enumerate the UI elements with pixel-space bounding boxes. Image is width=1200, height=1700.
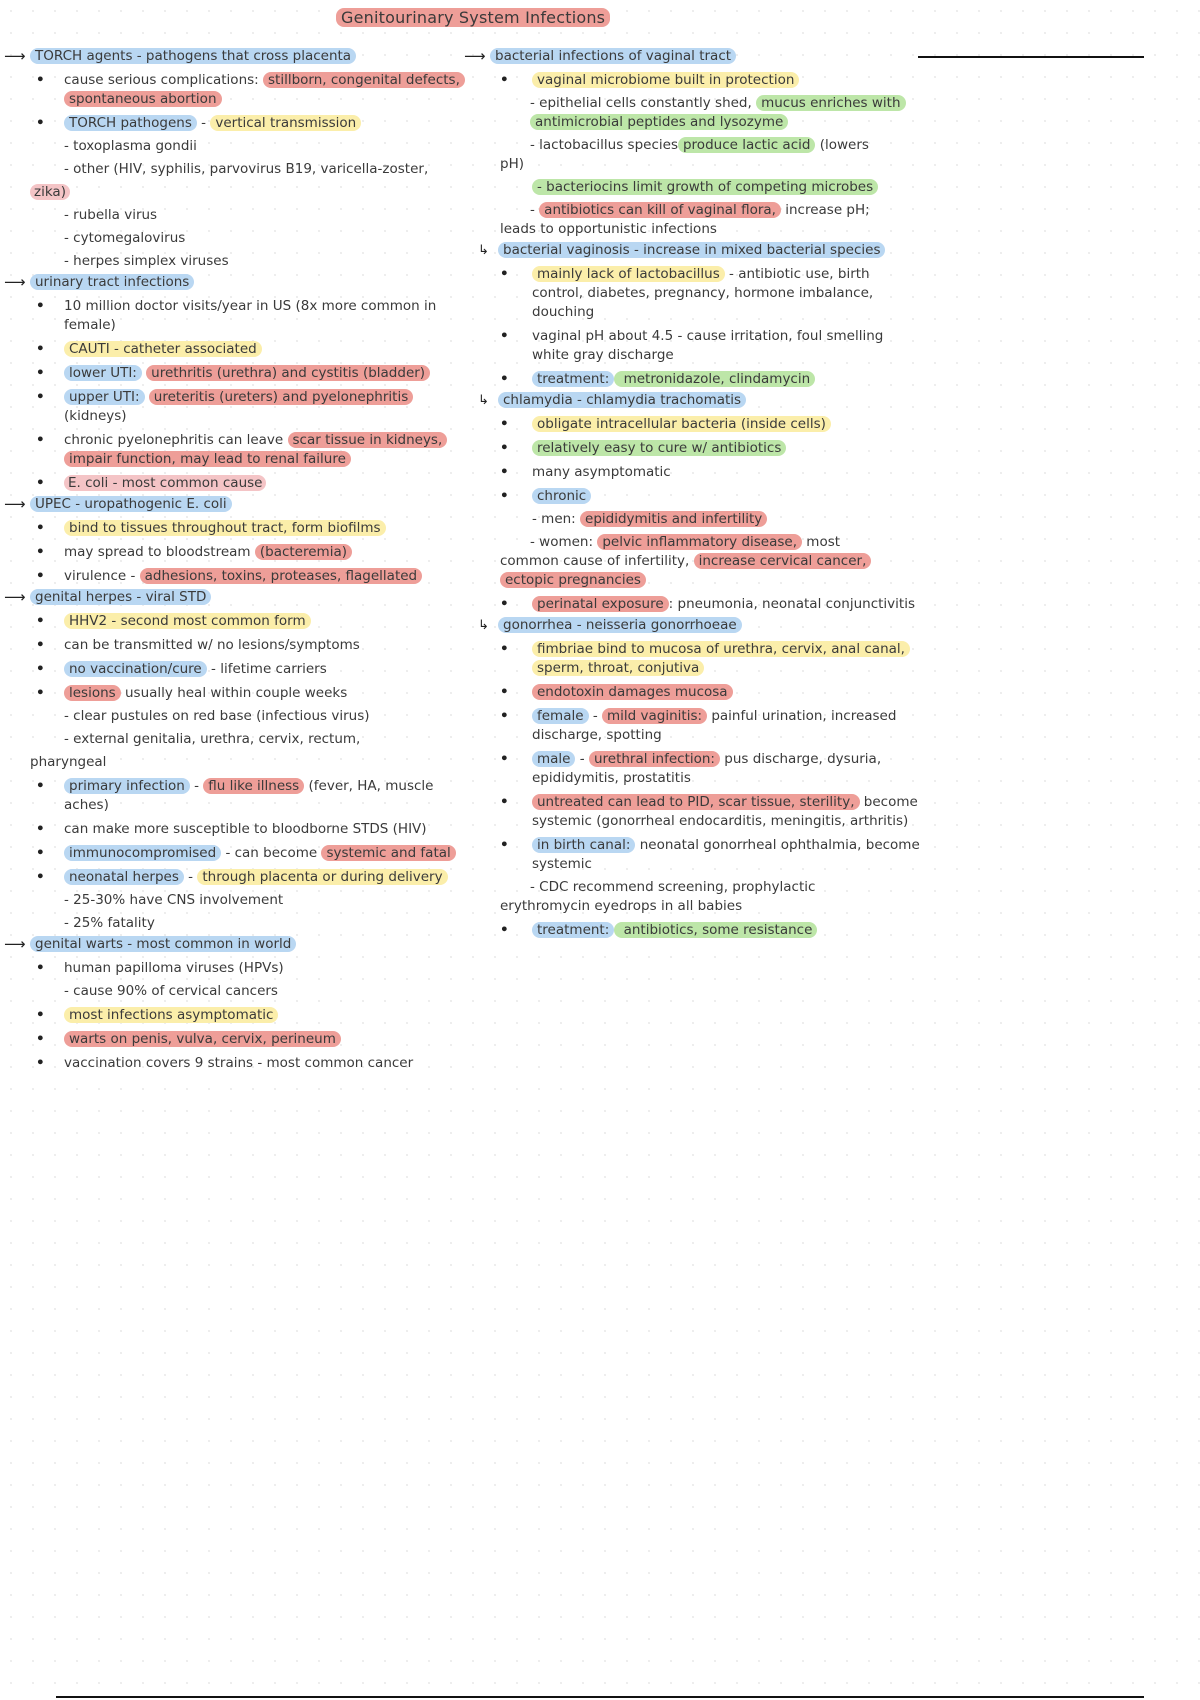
- bullet-icon: •: [36, 365, 45, 381]
- list-item: • female - mild vaginitis: painful urination, increased discharge, spotting: [500, 708, 897, 743]
- hook-arrow-icon: ↳: [478, 618, 489, 633]
- list-item: • warts on penis, vulva, cervix, perineum: [4, 1030, 470, 1049]
- bullet-icon: •: [500, 328, 509, 344]
- list-item: • obligate intracellular bacteria (inside cells): [464, 415, 920, 434]
- section-heading: chlamydia - chlamydia trachomatis: [498, 392, 746, 408]
- bullet-icon: •: [36, 778, 45, 794]
- bullet-icon: •: [500, 751, 509, 767]
- bullet-icon: •: [500, 641, 509, 657]
- sub-item-wrap: zika): [4, 183, 470, 202]
- bullet-icon: •: [36, 72, 45, 88]
- bullet-icon: •: [500, 488, 509, 504]
- bullet-icon: •: [500, 440, 509, 456]
- bullet-icon: •: [36, 1007, 45, 1023]
- list-item: • can make more susceptible to bloodborne STDS (HIV): [36, 821, 427, 837]
- list-item: • many asymptomatic: [500, 464, 671, 480]
- list-item: • chronic pyelonephritis can leave scar tissue in kidneys, impair function, may lead to renal failure: [4, 431, 470, 469]
- list-item: • untreated can lead to PID, scar tissue, sterility, become systemic (gonorrheal endocarditis, meningitis, arthritis): [500, 794, 918, 829]
- sub-item: - other (HIV, syphilis, parvovirus B19, varicella-zoster,: [64, 161, 429, 177]
- list-item: • chronic: [464, 487, 920, 506]
- bullet-icon: •: [500, 596, 509, 612]
- list-item: • cause serious complications: stillborn, congenital defects, spontaneous abortion: [4, 71, 470, 109]
- hook-arrow-icon: ↳: [478, 393, 489, 408]
- list-item: • neonatal herpes - through placenta or during delivery: [4, 868, 470, 887]
- sub-item: - cytomegalovirus: [64, 230, 186, 246]
- bullet-icon: •: [36, 637, 45, 653]
- section-heading: gonorrhea - neisseria gonorrhoeae: [498, 617, 742, 633]
- bullet-icon: •: [36, 432, 45, 448]
- section-heading: urinary tract infections: [30, 274, 194, 290]
- sub-item: - herpes simplex viruses: [64, 253, 229, 269]
- bullet-icon: •: [36, 821, 45, 837]
- bullet-icon: •: [500, 371, 509, 387]
- section-chlamydia: [464, 391, 920, 410]
- bullet-icon: •: [36, 661, 45, 677]
- bullet-icon: •: [36, 613, 45, 629]
- sub-item: - cause 90% of cervical cancers: [64, 983, 278, 999]
- sub-item: - bacteriocins limit growth of competing microbes: [464, 178, 920, 197]
- bullet-icon: •: [36, 520, 45, 536]
- sub-item: - clear pustules on red base (infectious virus): [64, 708, 370, 724]
- bullet-icon: •: [36, 869, 45, 885]
- list-item: • vaginal microbiome built in protection: [464, 71, 920, 90]
- section-heading: bacterial infections of vaginal tract: [490, 48, 736, 64]
- section-upec: [4, 495, 470, 514]
- section-uti: [4, 273, 470, 292]
- list-item: • mainly lack of lactobacillus - antibiotic use, birth control, diabetes, pregnancy, hormone imbalance, douching: [500, 266, 874, 320]
- list-item: • relatively easy to cure w/ antibiotics: [464, 439, 920, 458]
- list-item: • may spread to bloodstream (bacteremia): [4, 543, 470, 562]
- bullet-icon: •: [36, 341, 45, 357]
- list-item: • fimbriae bind to mucosa of urethra, cervix, anal canal, sperm, throat, conjutiva: [464, 640, 920, 678]
- bullet-icon: •: [36, 1055, 45, 1071]
- bullet-icon: •: [36, 475, 45, 491]
- sub-item-wrap: - epithelial cells constantly shed, mucus enriches with antimicrobial peptides and lysozyme: [464, 94, 920, 132]
- top-rule: [918, 56, 1144, 58]
- sub-item-wrap: - antibiotics can kill of vaginal flora, increase pH; leads to opportunistic infections: [500, 202, 870, 237]
- list-item: • treatment: antibiotics, some resistance: [464, 921, 920, 940]
- bullet-icon: •: [36, 685, 45, 701]
- sub-item-wrap: - women: pelvic inflammatory disease, most common cause of infertility, increase cervical cancer, ectopic pregnancies: [464, 533, 920, 590]
- arrow-icon: ⟶: [464, 47, 486, 65]
- section-heading: genital warts - most common in world: [30, 936, 296, 952]
- list-item: • no vaccination/cure - lifetime carriers: [36, 661, 327, 677]
- page-title: Genitourinary System Infections: [336, 8, 610, 27]
- hook-arrow-icon: ↳: [478, 243, 489, 258]
- bullet-icon: •: [36, 389, 45, 405]
- bullet-icon: •: [500, 794, 509, 810]
- section-gonorrhea: [464, 616, 920, 635]
- section-genital-warts: [4, 935, 470, 954]
- arrow-icon: ⟶: [4, 495, 26, 513]
- sub-item-wrap: - CDC recommend screening, prophylactic erythromycin eyedrops in all babies: [500, 879, 816, 914]
- list-item: • endotoxin damages mucosa: [464, 683, 920, 702]
- list-item: • human papilloma viruses (HPVs): [36, 960, 284, 976]
- bullet-icon: •: [36, 1031, 45, 1047]
- arrow-icon: ⟶: [4, 588, 26, 606]
- section-heading: TORCH agents - pathogens that cross placenta: [30, 48, 356, 64]
- left-column: [4, 45, 470, 1073]
- arrow-icon: ⟶: [4, 47, 26, 65]
- bullet-icon: •: [36, 960, 45, 976]
- sub-item: - 25% fatality: [64, 915, 155, 931]
- bullet-icon: •: [36, 115, 45, 131]
- right-column: [464, 45, 920, 940]
- arrow-icon: ⟶: [4, 935, 26, 953]
- list-item: • 10 million doctor visits/year in US (8x more common in female): [36, 298, 437, 333]
- list-item: • most infections asymptomatic: [4, 1006, 470, 1025]
- list-item: • primary infection - flu like illness (fever, HA, muscle aches): [36, 778, 434, 813]
- list-item: • in birth canal: neonatal gonorrheal ophthalmia, become systemic: [500, 837, 920, 872]
- list-item: • E. coli - most common cause: [4, 474, 470, 493]
- sub-item: - 25-30% have CNS involvement: [64, 892, 284, 908]
- section-vaginal-tract: [464, 47, 920, 66]
- bullet-icon: •: [36, 568, 45, 584]
- list-item: • TORCH pathogens - vertical transmission: [4, 114, 470, 133]
- bullet-icon: •: [36, 845, 45, 861]
- list-item: • lower UTI: urethritis (urethra) and cystitis (bladder): [4, 364, 470, 383]
- sub-item-wrap: pharyngeal: [30, 754, 107, 770]
- list-item: • bind to tissues throughout tract, form biofilms: [4, 519, 470, 538]
- bullet-icon: •: [36, 298, 45, 314]
- list-item: • virulence - adhesions, toxins, proteases, flagellated: [4, 567, 470, 586]
- list-item: • vaginal pH about 4.5 - cause irritation, foul smelling white gray discharge: [500, 328, 884, 363]
- bullet-icon: •: [500, 708, 509, 724]
- list-item: • lesions usually heal within couple weeks: [36, 685, 348, 701]
- list-item: • male - urethral infection: pus discharge, dysuria, epididymitis, prostatitis: [500, 751, 882, 786]
- sub-item: - rubella virus: [64, 207, 158, 223]
- section-genital-herpes: [4, 588, 470, 607]
- bullet-icon: •: [500, 72, 509, 88]
- bullet-icon: •: [500, 684, 509, 700]
- bottom-rule: [56, 1696, 1144, 1698]
- bullet-icon: •: [500, 416, 509, 432]
- sub-item: - toxoplasma gondii: [64, 138, 197, 154]
- bullet-icon: •: [500, 837, 509, 853]
- list-item: • can be transmitted w/ no lesions/symptoms: [36, 637, 360, 653]
- sub-item: - external genitalia, urethra, cervix, rectum,: [64, 731, 361, 747]
- section-heading: genital herpes - viral STD: [30, 589, 211, 605]
- section-bacterial-vaginosis: [464, 241, 920, 260]
- bullet-icon: •: [500, 464, 509, 480]
- section-heading: UPEC - uropathogenic E. coli: [30, 496, 232, 512]
- bullet-icon: •: [500, 922, 509, 938]
- list-item: • CAUTI - catheter associated: [4, 340, 470, 359]
- bullet-icon: •: [500, 266, 509, 282]
- list-item: • upper UTI: ureteritis (ureters) and pyelonephritis (kidneys): [4, 388, 470, 426]
- sub-item-wrap: - lactobacillus species produce lactic acid (lowers pH): [500, 137, 869, 172]
- section-heading: bacterial vaginosis - increase in mixed bacterial species: [498, 242, 885, 258]
- list-item: • HHV2 - second most common form: [4, 612, 470, 631]
- list-item: • vaccination covers 9 strains - most common cancer: [36, 1055, 414, 1071]
- list-item: • perinatal exposure : pneumonia, neonatal conjunctivitis: [500, 596, 915, 612]
- list-item: • immunocompromised - can become systemic and fatal: [4, 844, 470, 863]
- arrow-icon: ⟶: [4, 273, 26, 291]
- section-torch: [4, 47, 470, 66]
- list-item: • treatment: metronidazole, clindamycin: [464, 370, 920, 389]
- bullet-icon: •: [36, 544, 45, 560]
- sub-item: - men: epididymitis and infertility: [464, 510, 920, 529]
